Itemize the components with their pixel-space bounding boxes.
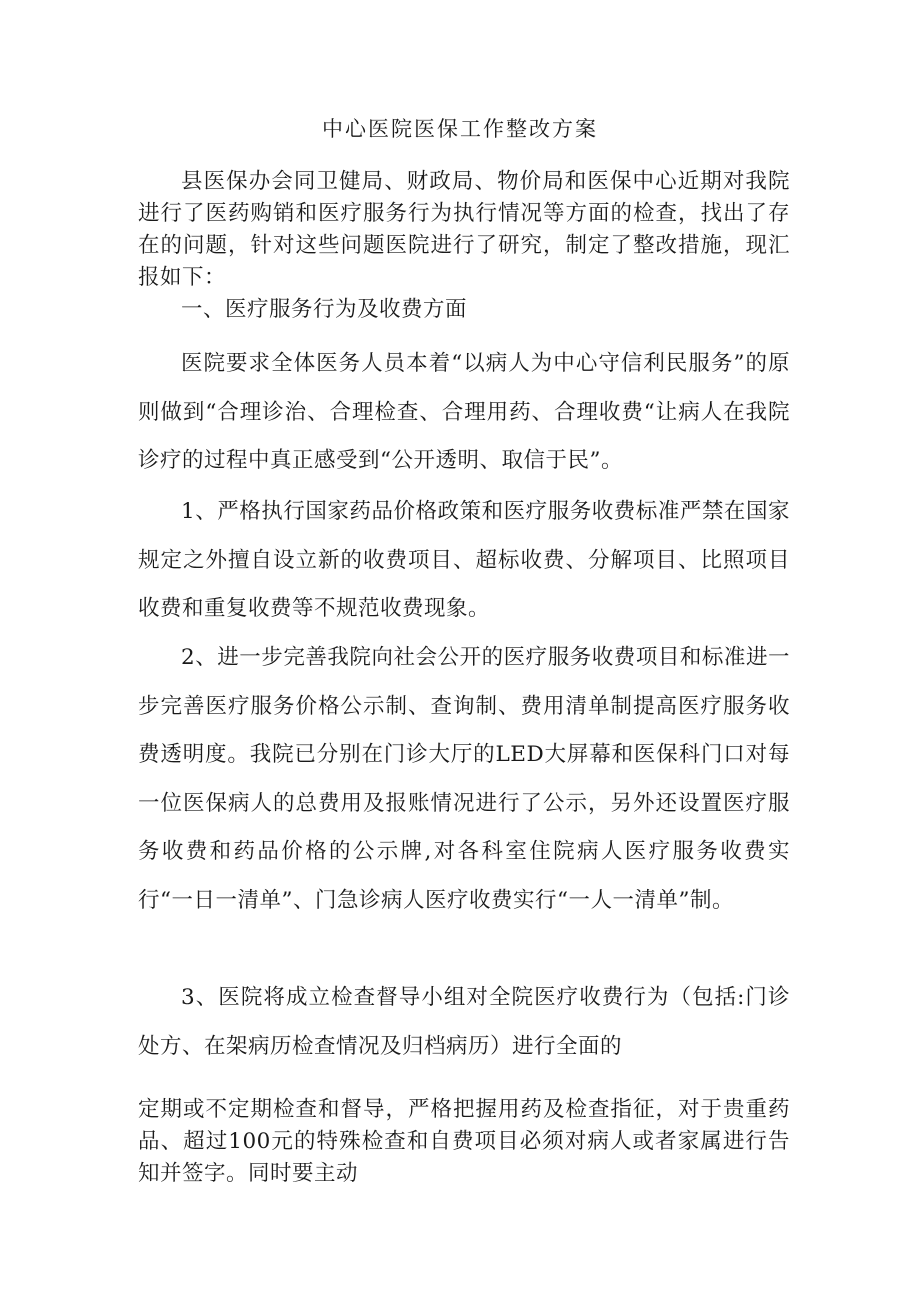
- body-paragraph-item-3: 3、医院将成立检查督导小组对全院医疗收费行为（包括:门诊处方、在架病历检查情况及归档病历）进行全面的: [138, 985, 790, 1059]
- body-paragraph-principle: 医院要求全体医务人员本着“以病人为中心守信利民服务”的原则做到“合理诊治、合理检查、合理用药、合理收费“让病人在我院诊疗的过程中真正感受到“公开透明、取信于民”。: [138, 351, 790, 473]
- section-heading-1: 一、医疗服务行为及收费方面: [181, 297, 468, 322]
- document-title: 中心医院医保工作整改方案: [322, 117, 598, 141]
- body-paragraph-item-2: 2、进一步完善我院向社会公开的医疗服务收费项目和标准进一步完善医疗服务价格公示制、查询制、费用清单制提高医疗服务收费透明度。我院已分别在门诊大厅的LED大屏幕和医保科门口对每一位医保病人的总费用及报账情况进行了公示，另外还设置医疗服务收费和药品价格的公示牌,对各科室住院病人医疗服务收费实行“一日一清单”、门急诊病人医疗收费实行“一人一清单”制。: [138, 645, 790, 913]
- body-paragraph-continuation: 定期或不定期检查和督导，严格把握用药及检查指征，对于贵重药品、超过100元的特殊检查和自费项目必须对病人或者家属进行告知并签字。同时要主动: [138, 1097, 790, 1186]
- intro-paragraph: 县医保办会同卫健局、财政局、物价局和医保中心近期对我院进行了医药购销和医疗服务行为执行情况等方面的检查，找出了存在的问题，针对这些问题医院进行了研究，制定了整改措施，现汇报如下：: [138, 169, 790, 290]
- body-paragraph-item-1: 1、严格执行国家药品价格政策和医疗服务收费标准严禁在国家规定之外擅自设立新的收费项目、超标收费、分解项目、比照项目收费和重复收费等不规范收费现象。: [138, 499, 790, 621]
